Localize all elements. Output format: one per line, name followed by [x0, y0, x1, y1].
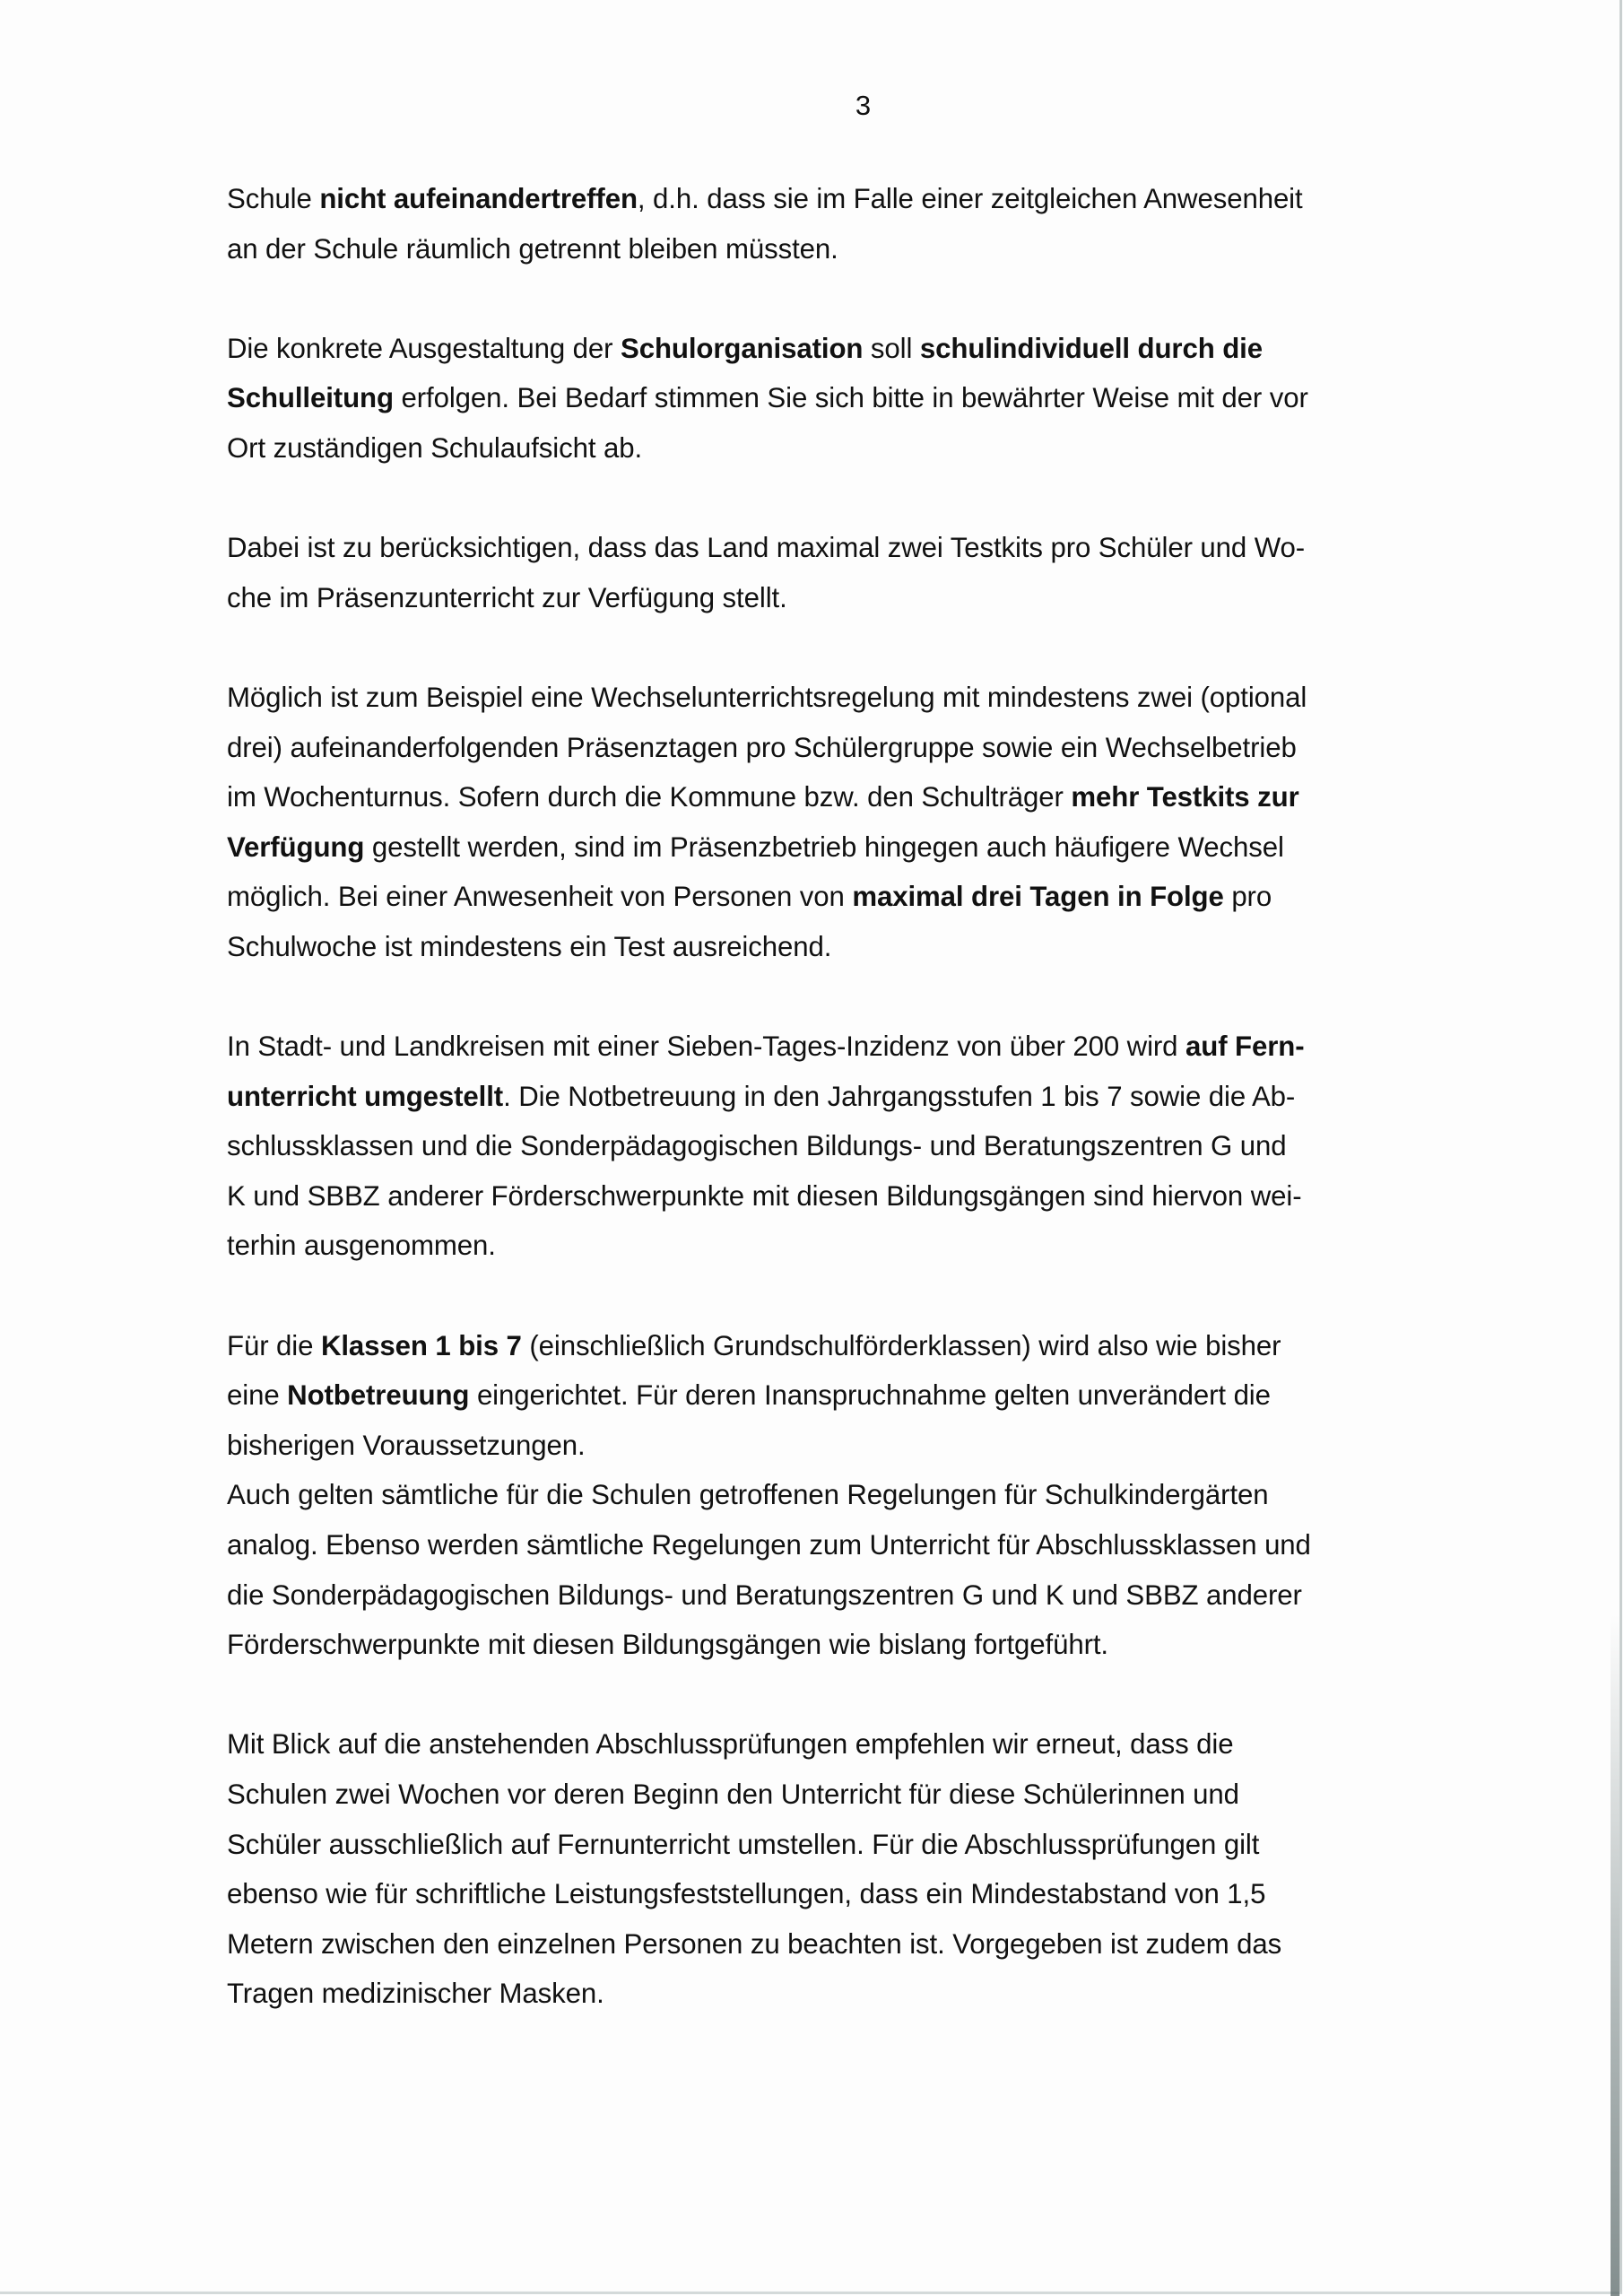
text-run: gestellt werden, sind im Präsenzbetrieb hingegen auch häufigere Wechsel	[364, 831, 1284, 863]
text-run: Schulen zwei Wochen vor deren Beginn den Unterricht für diese Schülerinnen und	[227, 1779, 1239, 1810]
text-run: ebenso wie für schriftliche Leistungsfeststellungen, dass ein Mindestabstand von 1,5	[227, 1878, 1266, 1910]
text-run: die Sonderpädagogischen Bildungs- und Beratungszentren G und K und SBBZ anderer	[227, 1578, 1302, 1611]
paragraph	[227, 1470, 1536, 1669]
text-line	[227, 1022, 1536, 1072]
text-run: che im Präsenzunterricht zur Verfügung stellt.	[227, 581, 787, 613]
text-line	[227, 1820, 1536, 1870]
bold-text: nicht aufeinandertreffen	[319, 183, 638, 214]
page-number: 3	[855, 90, 872, 121]
text-run: erfolgen. Bei Bedarf stimmen Sie sich bitte in bewährter Weise mit der vor	[393, 382, 1308, 414]
bold-text: unterricht umgestellt	[227, 1080, 504, 1112]
paragraph	[227, 523, 1536, 622]
text-run: schlussklassen und die Sonderpädagogischen Bildungs- und Beratungszentren G und	[227, 1130, 1287, 1162]
text-run: Förderschwerpunkte mit diesen Bildungsgängen wie bislang fortgeführt.	[227, 1629, 1108, 1661]
text-run: Möglich ist zum Beispiel eine Wechselunterrichtsregelung mit mindestens zwei (optional	[227, 681, 1307, 713]
text-line	[227, 822, 1536, 873]
text-run: terhin ausgenommen.	[227, 1230, 496, 1262]
text-line	[227, 1121, 1536, 1171]
text-run: Die konkrete Ausgestaltung der	[227, 332, 621, 364]
text-run: Schüler ausschließlich auf Fernunterricht umstellen. Für die Abschlussprüfungen gilt	[227, 1828, 1260, 1860]
text-line	[227, 1321, 1536, 1371]
bold-text: Klassen 1 bis 7	[320, 1329, 522, 1361]
document-body	[227, 174, 1536, 2069]
text-line	[227, 1570, 1536, 1621]
text-line	[227, 673, 1536, 723]
text-run: (einschließlich Grundschulförderklassen) wird also wie bisher	[521, 1329, 1281, 1361]
text-run: Ort zuständigen Schulaufsicht ab.	[227, 431, 643, 464]
bold-text: Schulleitung	[227, 382, 394, 414]
paragraph	[227, 673, 1536, 972]
paragraph	[227, 324, 1536, 474]
text-line	[227, 772, 1536, 822]
bold-text: auf Fern-	[1185, 1031, 1305, 1063]
text-line	[227, 1370, 1536, 1421]
text-line	[227, 174, 1536, 224]
text-line	[227, 224, 1536, 274]
text-run: Für die	[227, 1329, 321, 1361]
text-run: Mit Blick auf die anstehenden Abschlussprüfungen empfehlen wir erneut, dass die	[227, 1728, 1234, 1761]
text-line	[227, 1520, 1536, 1570]
text-run: an der Schule räumlich getrennt bleiben müssten.	[227, 232, 838, 265]
bold-text: mehr Testkits zur	[1071, 781, 1299, 813]
text-run: Schulwoche ist mindestens ein Test ausreichend.	[227, 930, 832, 962]
text-line	[227, 1869, 1536, 1919]
paragraph	[227, 174, 1536, 274]
text-run: pro	[1223, 881, 1272, 913]
text-run: In Stadt- und Landkreisen mit einer Sieben-Tages-Inzidenz von über 200 wird	[227, 1031, 1185, 1063]
text-line	[227, 1719, 1536, 1770]
bold-text: Notbetreuung	[287, 1379, 470, 1412]
text-line	[227, 1421, 1536, 1471]
scan-edge-shadow	[1611, 1614, 1620, 2296]
text-line	[227, 373, 1536, 423]
text-run: möglich. Bei einer Anwesenheit von Personen von	[227, 881, 853, 913]
text-run: analog. Ebenso werden sämtliche Regelungen zum Unterricht für Abschlussklassen und	[227, 1529, 1311, 1561]
text-line	[227, 324, 1536, 374]
text-line	[227, 872, 1536, 922]
text-line	[227, 523, 1536, 573]
text-run: . Die Notbetreuung in den Jahrgangsstufen 1 bis 7 sowie die Ab-	[503, 1080, 1296, 1112]
text-line	[227, 1221, 1536, 1271]
text-run: Auch gelten sämtliche für die Schulen getroffenen Regelungen für Schulkindergärten	[227, 1479, 1269, 1511]
text-line	[227, 1072, 1536, 1122]
text-line	[227, 1470, 1536, 1520]
bold-text: maximal drei Tagen in Folge	[852, 881, 1224, 913]
text-run: Tragen medizinischer Masken.	[227, 1978, 604, 2010]
text-run: im Wochenturnus. Sofern durch die Kommune bzw. den Schulträger	[227, 781, 1072, 813]
text-line	[227, 1620, 1536, 1670]
text-line	[227, 1770, 1536, 1820]
paragraph	[227, 1321, 1536, 1471]
text-run: Metern zwischen den einzelnen Personen zu beachten ist. Vorgegeben ist zudem das	[227, 1927, 1282, 1960]
text-run: eine	[227, 1379, 288, 1412]
text-line	[227, 723, 1536, 773]
text-line	[227, 1969, 1536, 2019]
bold-text: Verfügung	[227, 831, 365, 863]
text-line	[227, 423, 1536, 474]
text-line	[227, 922, 1536, 972]
bold-text: schulindividuell durch die	[919, 332, 1263, 364]
bold-text: Schulorganisation	[621, 332, 864, 364]
paragraph	[227, 1022, 1536, 1271]
text-run: Dabei ist zu berücksichtigen, dass das Land maximal zwei Testkits pro Schüler und Wo-	[227, 532, 1306, 564]
text-run: , d.h. dass sie im Falle einer zeitgleichen Anwesenheit	[637, 183, 1303, 214]
text-run: soll	[863, 332, 920, 364]
text-line	[227, 1919, 1536, 1970]
text-run: K und SBBZ anderer Förderschwerpunkte mit diesen Bildungsgängen sind hiervon wei-	[227, 1179, 1302, 1212]
text-run: drei) aufeinanderfolgenden Präsenztagen pro Schülergruppe sowie ein Wechselbetrieb	[227, 731, 1297, 763]
text-run: Schule	[227, 183, 320, 214]
paragraph	[227, 1719, 1536, 2019]
text-run: eingerichtet. Für deren Inanspruchnahme gelten unverändert die	[469, 1379, 1271, 1412]
text-line	[227, 573, 1536, 623]
text-line	[227, 1171, 1536, 1222]
text-run: bisherigen Voraussetzungen.	[227, 1429, 586, 1461]
